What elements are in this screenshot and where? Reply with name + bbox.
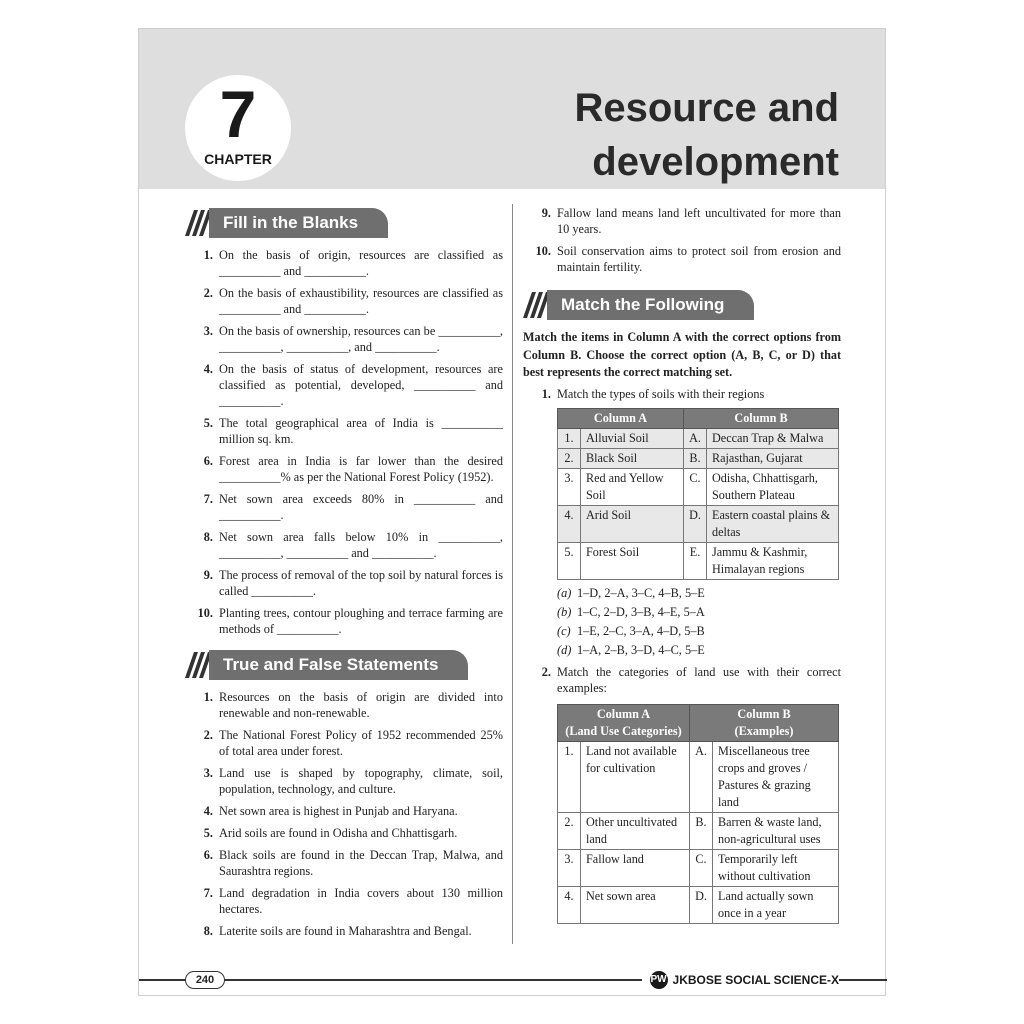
page <box>138 28 886 996</box>
land-use-match-table <box>557 704 839 924</box>
list-item: 4. Net sown area is highest in Punjab and Haryana. <box>203 804 458 818</box>
chapter-badge <box>185 75 291 181</box>
list-item: 2. On the basis of exhaustibility, resources are classified as __________ and __________. <box>203 286 503 316</box>
list-item: 6. Black soils are found in the Deccan Trap, Malwa, and Saurashtra regions. <box>203 848 503 878</box>
true-false-heading <box>185 649 503 681</box>
list-item: 3. On the basis of ownership, resources can be __________, __________, __________, and __________. <box>203 324 503 354</box>
footer-brand <box>642 971 839 989</box>
list-item: 1. On the basis of origin, resources are classified as __________ and __________. <box>203 248 503 278</box>
list-item: 9. Fallow land means land left uncultivated for more than 10 years. <box>541 206 841 236</box>
list-item: 7. Net sown area exceeds 80% in __________ and __________. <box>203 492 503 522</box>
chapter-title-line1: Resource and <box>574 86 839 130</box>
left-column <box>185 207 503 945</box>
list-item: 9. The process of removal of the top soil by natural forces is called __________. <box>203 568 503 598</box>
fill-blanks-list <box>185 247 503 637</box>
table-row: 1. Land not available for cultivation A. Miscellaneous tree crops and groves / Pastures & grazing land <box>558 741 839 812</box>
list-item: 3. Land use is shaped by topography, climate, soil, population, technology, and culture. <box>203 766 503 796</box>
list-item: 5. The total geographical area of India is __________ million sq. km. <box>203 416 503 446</box>
list-item: 8. Laterite soils are found in Maharashtra and Bengal. <box>203 924 472 938</box>
match-q1 <box>523 386 841 402</box>
table-header: Column A <box>558 408 684 428</box>
list-item: 4. On the basis of status of development, resources are classified as potential, developed, __________ and __________. <box>203 362 503 408</box>
list-item: 6. Forest area in India is far lower than the desired __________% as per the National Forest Policy (1952). <box>203 454 503 484</box>
list-item: 2. Match the categories of land use with their correct examples: <box>541 664 841 695</box>
list-item: 5. Arid soils are found in Odisha and Chhattisgarh. <box>203 826 458 840</box>
table-row: 4. Arid Soil D. Eastern coastal plains & deltas <box>558 505 839 542</box>
table-row: 5. Forest Soil E. Jammu & Kashmir, Himalayan regions <box>558 542 839 579</box>
chapter-label: CHAPTER <box>204 151 272 167</box>
match-instruction: Match the items in Column A with the correct options from Column B. Choose the correct option (A, B, C, or D) that best represents the correct matching set. <box>523 330 841 379</box>
table-header: Column B (Examples) <box>690 704 839 741</box>
list-item: 1. Resources on the basis of origin are divided into renewable and non-renewable. <box>203 690 503 720</box>
list-item: 8. Net sown area falls below 10% in __________, __________, __________ and __________. <box>203 530 503 560</box>
match-q2 <box>523 664 841 696</box>
right-column <box>523 205 841 924</box>
table-row: 3. Fallow land C. Temporarily left without cultivation <box>558 849 839 886</box>
list-item: 1. Match the types of soils with their regions <box>541 386 765 401</box>
list-item: 10. Planting trees, contour ploughing and terrace farming are methods of __________. <box>197 606 503 636</box>
list-item: 10. Soil conservation aims to protect soil from erosion and maintain fertility. <box>535 244 841 274</box>
table-row: 4. Net sown area D. Land actually sown once in a year <box>558 886 839 923</box>
table-row: 3. Red and Yellow Soil C. Odisha, Chhattisgarh, Southern Plateau <box>558 468 839 505</box>
true-false-list-continued <box>523 205 841 275</box>
column-divider <box>512 204 513 944</box>
chapter-number: 7 <box>219 77 257 151</box>
table-row: 1. Alluvial Soil A. Deccan Trap & Malwa <box>558 428 839 448</box>
option-a[interactable]: (a) 1–D, 2–A, 3–C, 4–B, 5–E <box>557 585 705 600</box>
q1-options <box>557 584 841 660</box>
chapter-title <box>574 81 839 189</box>
list-item: 7. Land degradation in India covers about 130 million hectares. <box>203 886 503 916</box>
table-header: Column B <box>684 408 839 428</box>
soil-match-table <box>557 408 839 580</box>
match-heading <box>523 289 841 321</box>
option-d[interactable]: (d) 1–A, 2–B, 3–D, 4–C, 5–E <box>557 642 705 657</box>
table-header: Column A (Land Use Categories) <box>558 704 690 741</box>
true-false-list <box>185 689 503 939</box>
list-item: 2. The National Forest Policy of 1952 recommended 25% of total area under forest. <box>203 728 503 758</box>
brand-name: JKBOSE SOCIAL SCIENCE-X <box>672 973 839 987</box>
chapter-title-line2: development <box>592 140 839 184</box>
table-row: 2. Black Soil B. Rajasthan, Gujarat <box>558 448 839 468</box>
section-title: Fill in the Blanks <box>209 208 388 238</box>
table-row: 2. Other uncultivated land B. Barren & waste land, non-agricultural uses <box>558 812 839 849</box>
fill-blanks-heading <box>185 207 503 239</box>
option-b[interactable]: (b) 1–C, 2–D, 3–B, 4–E, 5–A <box>557 604 705 619</box>
section-title: True and False Statements <box>209 650 468 680</box>
chapter-header <box>139 29 885 189</box>
brand-logo-icon: PW <box>650 971 668 989</box>
page-number: 240 <box>185 971 225 989</box>
section-title: Match the Following <box>547 290 754 320</box>
option-c[interactable]: (c) 1–E, 2–C, 3–A, 4–D, 5–B <box>557 623 705 638</box>
